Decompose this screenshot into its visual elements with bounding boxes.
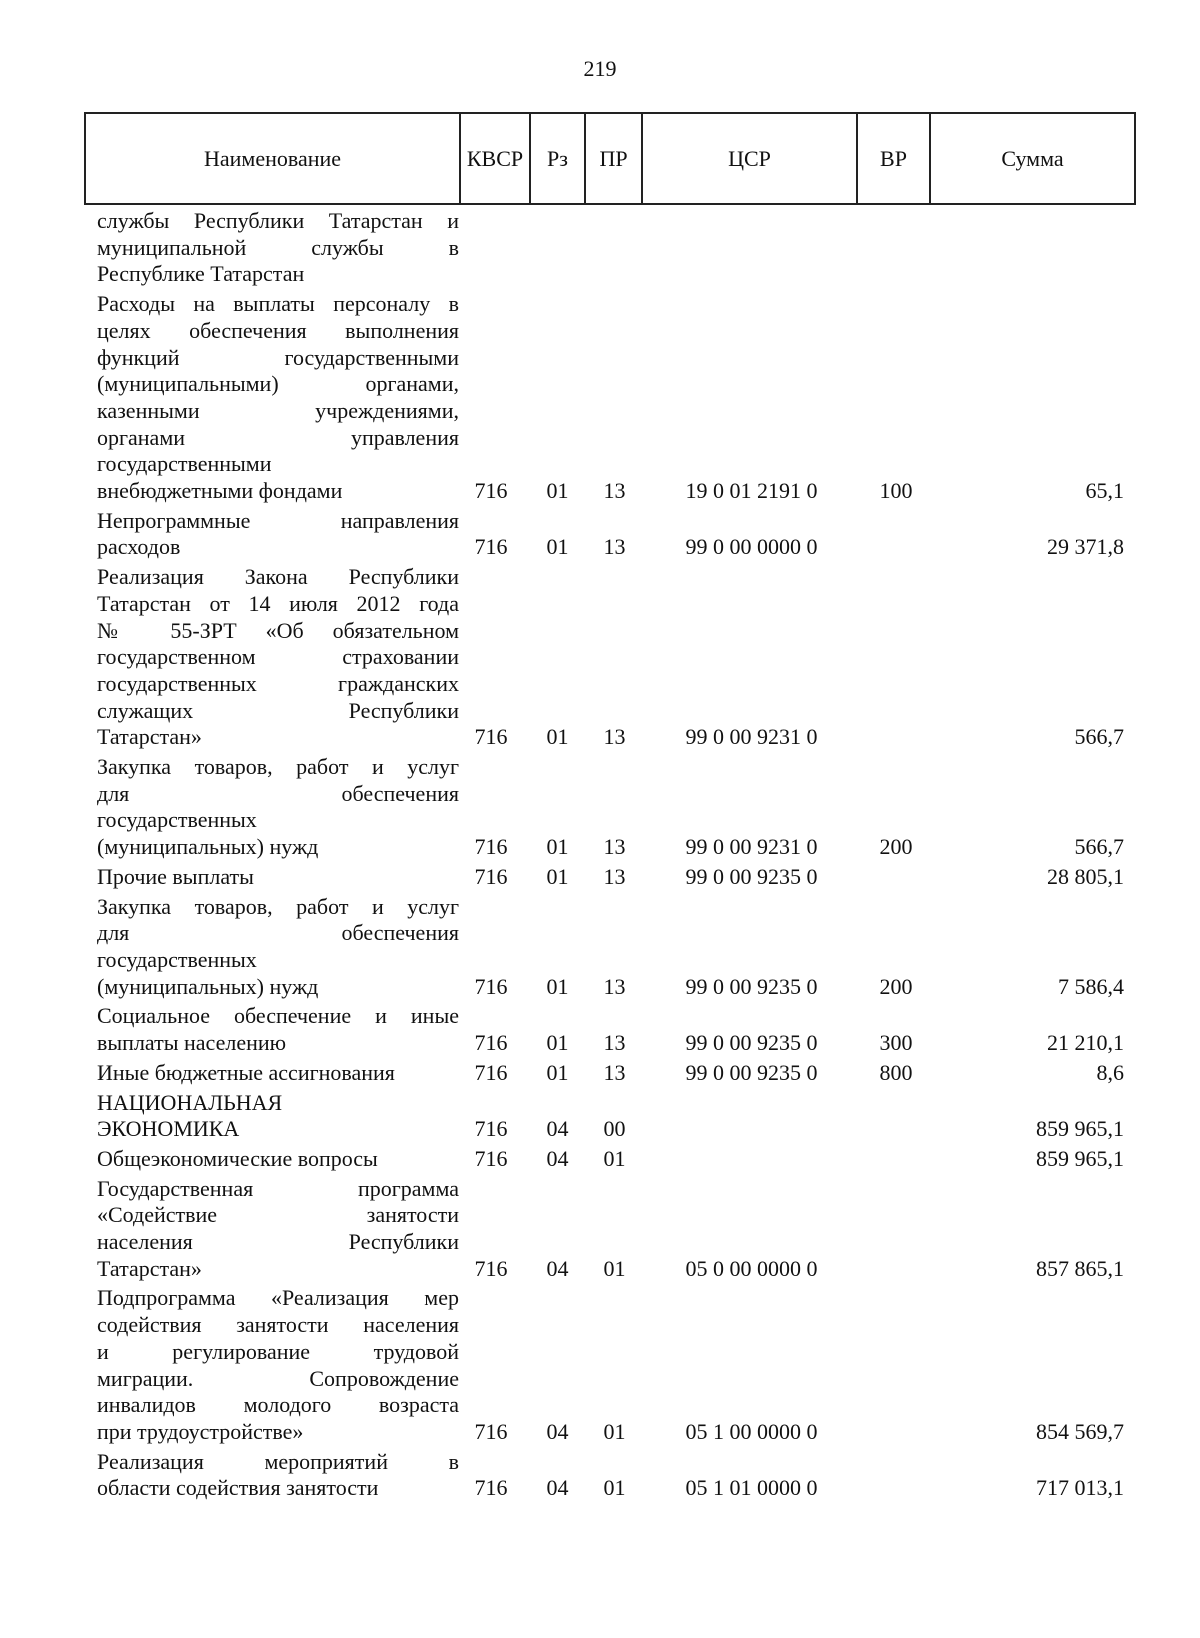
row-name-line: государственными	[97, 451, 272, 477]
row-csr: 99 0 00 9235 0	[685, 1030, 818, 1056]
row-csr: 99 0 00 9235 0	[685, 973, 818, 999]
table-row	[84, 564, 1134, 751]
row-name-line: внебюджетными фондами	[97, 478, 343, 504]
row-name-line: Реализация мероприятий в	[97, 1448, 459, 1474]
row-name-line: населения Республики	[97, 1229, 459, 1255]
row-name-line: Подпрограмма «Реализация мер	[97, 1285, 459, 1311]
row-name-line: государственных	[97, 946, 257, 972]
row-rz: 01	[546, 1059, 569, 1085]
row-name-line: службы Республики Татарстан и	[97, 208, 459, 233]
row-name-line: Закупка товаров, работ и услуг	[97, 754, 459, 780]
header-kvsr: КВСР	[460, 113, 530, 204]
row-name	[97, 208, 459, 288]
row-name-line: Реализация Закона Республики	[97, 564, 459, 590]
header-vr: ВР	[857, 113, 930, 204]
header-csr: ЦСР	[642, 113, 857, 204]
row-csr: 05 0 00 0000 0	[685, 1255, 818, 1281]
row-name-line: государственном страховании	[97, 644, 459, 670]
row-sum: 859 965,1	[1036, 1116, 1124, 1142]
header-rz: Рз	[530, 113, 585, 204]
row-name	[97, 754, 459, 861]
row-csr: 99 0 00 9235 0	[685, 863, 818, 889]
table-row	[84, 1060, 1134, 1087]
row-pr: 13	[603, 478, 626, 504]
row-name	[97, 1146, 459, 1173]
row-sum: 29 371,8	[1047, 534, 1124, 560]
row-vr: 800	[879, 1059, 913, 1085]
row-name	[97, 1449, 459, 1502]
row-pr: 13	[603, 534, 626, 560]
row-rz: 04	[546, 1116, 569, 1142]
row-name	[97, 1285, 459, 1445]
row-name-line: Социальное обеспечение и иные	[97, 1003, 459, 1029]
table-row	[84, 754, 1134, 861]
row-csr: 99 0 00 0000 0	[685, 534, 818, 560]
row-sum: 7 586,4	[1058, 973, 1124, 999]
page-number: 219	[583, 56, 617, 81]
row-sum: 8,6	[1096, 1059, 1124, 1085]
row-rz: 01	[546, 863, 569, 889]
row-sum: 65,1	[1085, 478, 1124, 504]
row-name-line: служащих Республики	[97, 697, 459, 723]
row-rz: 01	[546, 1030, 569, 1056]
row-kvsr: 716	[474, 1145, 508, 1171]
row-pr: 00	[603, 1116, 626, 1142]
table-body	[84, 208, 1134, 1505]
table-row	[84, 1285, 1134, 1445]
row-name-line: НАЦИОНАЛЬНАЯ	[97, 1089, 283, 1115]
row-rz: 01	[546, 478, 569, 504]
row-csr: 99 0 00 9235 0	[685, 1059, 818, 1085]
row-pr: 13	[603, 724, 626, 750]
row-name	[97, 1060, 459, 1087]
table-header	[84, 112, 1136, 205]
header-pr: ПР	[585, 113, 642, 204]
row-name-line: Татарстан от 14 июля 2012 года	[97, 590, 459, 616]
row-rz: 04	[546, 1475, 569, 1501]
row-kvsr: 716	[474, 1255, 508, 1281]
row-name-line: функций государственными	[97, 344, 459, 370]
row-vr: 100	[879, 478, 913, 504]
row-name-line: Непрограммные направления	[97, 507, 459, 533]
row-sum: 859 965,1	[1036, 1145, 1124, 1171]
row-name-line: (муниципальных) нужд	[97, 973, 319, 999]
row-name-line: Расходы на выплаты персоналу в	[97, 291, 459, 317]
table-row	[84, 894, 1134, 1001]
row-kvsr: 716	[474, 1116, 508, 1142]
row-rz: 04	[546, 1255, 569, 1281]
row-sum: 28 805,1	[1047, 863, 1124, 889]
row-rz: 01	[546, 973, 569, 999]
row-name	[97, 291, 459, 505]
row-rz: 01	[546, 724, 569, 750]
row-csr: 99 0 00 9231 0	[685, 834, 818, 860]
row-sum: 717 013,1	[1036, 1475, 1124, 1501]
row-kvsr: 716	[474, 534, 508, 560]
table-row	[84, 291, 1134, 505]
table-row	[84, 864, 1134, 891]
row-pr: 01	[603, 1255, 626, 1281]
row-name-line: Закупка товаров, работ и услуг	[97, 893, 459, 919]
row-sum: 857 865,1	[1036, 1255, 1124, 1281]
row-name-line: (муниципальными) органами,	[97, 371, 459, 397]
row-csr: 05 1 01 0000 0	[685, 1475, 818, 1501]
row-kvsr: 716	[474, 834, 508, 860]
row-kvsr: 716	[474, 973, 508, 999]
table-row	[84, 1176, 1134, 1283]
row-name-line: выплаты населению	[97, 1030, 287, 1056]
row-name	[97, 564, 459, 751]
row-name-line: Татарстан»	[97, 724, 202, 750]
row-vr: 200	[879, 834, 913, 860]
row-csr: 99 0 00 9231 0	[685, 724, 818, 750]
row-name-line: Татарстан»	[97, 1255, 202, 1281]
row-name	[97, 894, 459, 1001]
row-name-line: Республике Татарстан	[97, 261, 305, 287]
header-name: Наименование	[85, 113, 460, 204]
row-pr: 13	[603, 1059, 626, 1085]
row-name-line: и регулирование трудовой	[97, 1338, 459, 1364]
row-name-line: (муниципальных) нужд	[97, 834, 319, 860]
row-vr: 200	[879, 973, 913, 999]
row-name-line: № 55-ЗРТ «Об обязательном	[97, 617, 459, 643]
row-vr: 300	[879, 1030, 913, 1056]
row-sum: 854 569,7	[1036, 1418, 1124, 1444]
row-name	[97, 1003, 459, 1056]
row-csr: 19 0 01 2191 0	[685, 478, 818, 504]
table-row	[84, 1449, 1134, 1502]
row-name-line: ЭКОНОМИКА	[97, 1116, 240, 1142]
row-name-line: инвалидов молодого возраста	[97, 1392, 459, 1418]
row-name-line: Общеэкономические вопросы	[97, 1145, 378, 1171]
row-kvsr: 716	[474, 1030, 508, 1056]
row-kvsr: 716	[474, 863, 508, 889]
row-name-line: расходов	[97, 534, 181, 560]
row-kvsr: 716	[474, 1475, 508, 1501]
row-sum: 566,7	[1074, 724, 1124, 750]
row-pr: 01	[603, 1475, 626, 1501]
row-kvsr: 716	[474, 1418, 508, 1444]
row-name-line: Иные бюджетные ассигнования	[97, 1059, 395, 1085]
row-name-line: целях обеспечения выполнения	[97, 317, 459, 343]
row-csr: 05 1 00 0000 0	[685, 1418, 818, 1444]
row-kvsr: 716	[474, 478, 508, 504]
row-name-line: государственных гражданских	[97, 670, 459, 696]
row-sum: 21 210,1	[1047, 1030, 1124, 1056]
row-name-line: органами управления	[97, 424, 459, 450]
row-pr: 01	[603, 1145, 626, 1171]
table-row	[84, 1090, 1134, 1143]
row-pr: 01	[603, 1418, 626, 1444]
table-row	[84, 1146, 1134, 1173]
row-name-line: «Содействие занятости	[97, 1202, 459, 1228]
row-name	[97, 1176, 459, 1283]
row-pr: 13	[603, 834, 626, 860]
row-name	[97, 1090, 459, 1143]
row-pr: 13	[603, 863, 626, 889]
row-name	[97, 864, 459, 891]
row-pr: 13	[603, 1030, 626, 1056]
row-name-line: области содействия занятости	[97, 1475, 379, 1501]
row-name-line: миграции. Сопровождение	[97, 1365, 459, 1391]
row-name-line: для обеспечения	[97, 780, 459, 806]
row-name-line: казенными учреждениями,	[97, 397, 459, 423]
row-sum: 566,7	[1074, 834, 1124, 860]
row-pr: 13	[603, 973, 626, 999]
row-name-line: содействия занятости населения	[97, 1312, 459, 1338]
row-rz: 04	[546, 1418, 569, 1444]
row-rz: 01	[546, 534, 569, 560]
row-kvsr: 716	[474, 724, 508, 750]
row-rz: 01	[546, 834, 569, 860]
row-name-line: при трудоустройстве»	[97, 1418, 304, 1444]
row-name-line: муниципальной службы в	[97, 234, 459, 260]
table-row	[84, 1003, 1134, 1056]
header-sum: Сумма	[930, 113, 1135, 204]
row-name-line: государственных	[97, 807, 257, 833]
row-name-line: для обеспечения	[97, 920, 459, 946]
row-name-line: Государственная программа	[97, 1175, 459, 1201]
row-name	[97, 508, 459, 561]
table-row	[84, 508, 1134, 561]
row-name-line: Прочие выплаты	[97, 863, 254, 889]
table-row	[84, 208, 1134, 288]
row-kvsr: 716	[474, 1059, 508, 1085]
row-rz: 04	[546, 1145, 569, 1171]
